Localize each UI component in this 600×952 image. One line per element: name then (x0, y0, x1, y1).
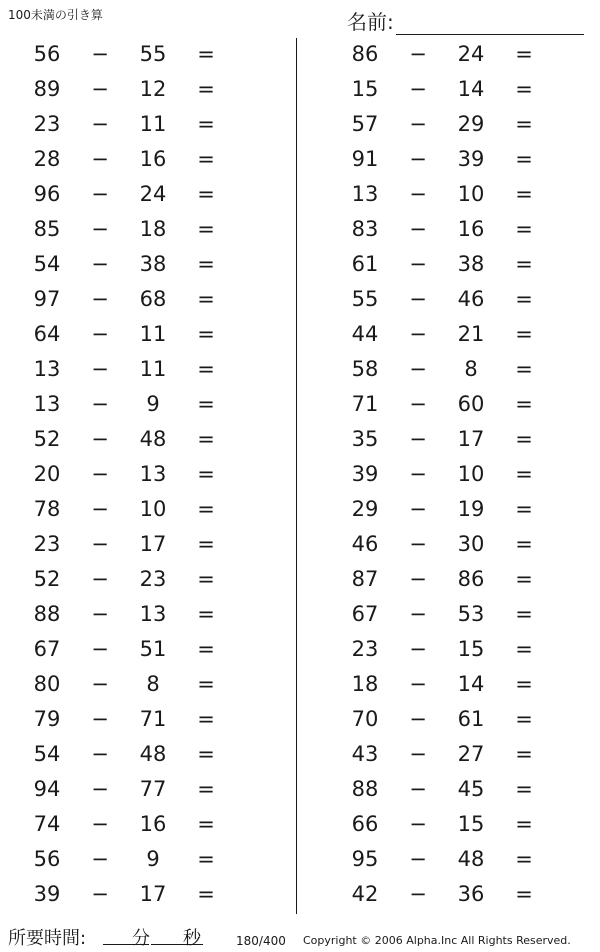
minuend: 87 (351, 567, 379, 591)
minuend: 52 (33, 427, 61, 451)
equals-sign: = (515, 182, 533, 206)
equals-sign: = (197, 497, 215, 521)
minuend: 13 (351, 182, 379, 206)
minuend: 18 (351, 672, 379, 696)
subtrahend: 15 (457, 812, 485, 836)
problem-row (0, 318, 280, 353)
minuend: 66 (351, 812, 379, 836)
problem-row (318, 563, 598, 598)
equals-sign: = (515, 42, 533, 66)
minuend: 80 (33, 672, 61, 696)
problem-row (0, 808, 280, 843)
problem-row (318, 423, 598, 458)
subtrahend: 13 (139, 602, 167, 626)
minuend: 35 (351, 427, 379, 451)
equals-sign: = (515, 707, 533, 731)
name-label: 名前: (347, 10, 394, 34)
problem-row (0, 283, 280, 318)
minuend: 39 (33, 882, 61, 906)
equals-sign: = (515, 777, 533, 801)
minus-sign: − (409, 42, 427, 66)
equals-sign: = (515, 672, 533, 696)
minuend: 74 (33, 812, 61, 836)
minus-sign: − (409, 672, 427, 696)
minuend: 91 (351, 147, 379, 171)
minus-sign: − (91, 532, 109, 556)
equals-sign: = (197, 777, 215, 801)
minuend: 54 (33, 252, 61, 276)
equals-sign: = (197, 847, 215, 871)
minus-sign: − (91, 497, 109, 521)
subtrahend: 48 (457, 847, 485, 871)
subtrahend: 24 (139, 182, 167, 206)
problem-row (318, 773, 598, 808)
minus-sign: − (91, 742, 109, 766)
minuend: 88 (351, 777, 379, 801)
problem-row (0, 108, 280, 143)
minus-sign: − (409, 427, 427, 451)
minuend: 58 (351, 357, 379, 381)
minus-sign: − (91, 812, 109, 836)
subtrahend: 61 (457, 707, 485, 731)
minuend: 85 (33, 217, 61, 241)
minus-sign: − (409, 182, 427, 206)
minus-sign: − (409, 462, 427, 486)
equals-sign: = (515, 112, 533, 136)
equals-sign: = (515, 217, 533, 241)
minus-sign: − (91, 357, 109, 381)
subtrahend: 10 (457, 182, 485, 206)
equals-sign: = (197, 672, 215, 696)
subtrahend: 14 (457, 672, 485, 696)
subtrahend: 23 (139, 567, 167, 591)
minuend: 88 (33, 602, 61, 626)
minuend: 79 (33, 707, 61, 731)
page-number: 180/400 (236, 934, 286, 948)
problem-row (0, 353, 280, 388)
minus-sign: − (409, 287, 427, 311)
subtrahend: 10 (457, 462, 485, 486)
problem-row (318, 598, 598, 633)
problem-row (318, 248, 598, 283)
problem-row (0, 843, 280, 878)
seconds-unit: 秒 (183, 928, 201, 949)
minus-sign: − (91, 602, 109, 626)
equals-sign: = (197, 112, 215, 136)
minus-sign: − (91, 847, 109, 871)
minus-sign: − (91, 182, 109, 206)
subtrahend: 39 (457, 147, 485, 171)
subtrahend: 36 (457, 882, 485, 906)
subtrahend: 71 (139, 707, 167, 731)
equals-sign: = (197, 182, 215, 206)
equals-sign: = (515, 392, 533, 416)
minus-sign: − (91, 707, 109, 731)
minuend: 46 (351, 532, 379, 556)
minuend: 95 (351, 847, 379, 871)
minus-sign: − (91, 322, 109, 346)
equals-sign: = (515, 77, 533, 101)
minus-sign: − (409, 497, 427, 521)
subtrahend: 16 (139, 147, 167, 171)
minuend: 70 (351, 707, 379, 731)
subtrahend: 8 (464, 357, 478, 381)
equals-sign: = (197, 742, 215, 766)
equals-sign: = (515, 497, 533, 521)
equals-sign: = (197, 882, 215, 906)
problem-row (318, 528, 598, 563)
minus-sign: − (91, 112, 109, 136)
problem-row (0, 423, 280, 458)
minuend: 56 (33, 847, 61, 871)
minuend: 54 (33, 742, 61, 766)
subtrahend: 38 (457, 252, 485, 276)
left-problem-column (0, 38, 280, 913)
subtrahend: 18 (139, 217, 167, 241)
subtrahend: 14 (457, 77, 485, 101)
minuend: 83 (351, 217, 379, 241)
minus-sign: − (409, 812, 427, 836)
subtrahend: 17 (139, 882, 167, 906)
minuend: 57 (351, 112, 379, 136)
name-area (347, 6, 584, 35)
problem-row (0, 493, 280, 528)
minus-sign: − (409, 777, 427, 801)
problem-row (318, 633, 598, 668)
subtrahend: 15 (457, 637, 485, 661)
minus-sign: − (409, 847, 427, 871)
subtrahend: 9 (146, 392, 160, 416)
subtrahend: 68 (139, 287, 167, 311)
subtrahend: 48 (139, 427, 167, 451)
minuend: 23 (351, 637, 379, 661)
problem-row (0, 738, 280, 773)
subtrahend: 46 (457, 287, 485, 311)
equals-sign: = (515, 322, 533, 346)
subtrahend: 12 (139, 77, 167, 101)
problem-row (0, 668, 280, 703)
minus-sign: − (409, 707, 427, 731)
subtrahend: 38 (139, 252, 167, 276)
minus-sign: − (409, 742, 427, 766)
problem-row (0, 38, 280, 73)
minuend: 28 (33, 147, 61, 171)
equals-sign: = (197, 322, 215, 346)
equals-sign: = (515, 287, 533, 311)
minuend: 29 (351, 497, 379, 521)
problem-row (0, 633, 280, 668)
subtrahend: 86 (457, 567, 485, 591)
subtrahend: 17 (139, 532, 167, 556)
problem-row (318, 703, 598, 738)
minus-sign: − (91, 427, 109, 451)
subtrahend: 13 (139, 462, 167, 486)
time-label: 所要時間: (8, 928, 87, 949)
minus-sign: − (409, 322, 427, 346)
equals-sign: = (197, 532, 215, 556)
problem-row (318, 38, 598, 73)
subtrahend: 29 (457, 112, 485, 136)
equals-sign: = (515, 847, 533, 871)
equals-sign: = (197, 357, 215, 381)
problem-row (0, 878, 280, 913)
subtrahend: 17 (457, 427, 485, 451)
subtrahend: 8 (146, 672, 160, 696)
right-problem-column (318, 38, 598, 913)
minus-sign: − (91, 672, 109, 696)
equals-sign: = (515, 427, 533, 451)
subtrahend: 77 (139, 777, 167, 801)
equals-sign: = (197, 392, 215, 416)
minus-sign: − (91, 882, 109, 906)
problem-row (318, 388, 598, 423)
problem-row (0, 388, 280, 423)
equals-sign: = (515, 357, 533, 381)
minus-sign: − (91, 77, 109, 101)
minus-sign: − (91, 147, 109, 171)
minus-sign: − (409, 77, 427, 101)
problem-row (318, 213, 598, 248)
minus-sign: − (409, 532, 427, 556)
minus-sign: − (91, 217, 109, 241)
minus-sign: − (409, 147, 427, 171)
problem-row (318, 73, 598, 108)
subtrahend: 53 (457, 602, 485, 626)
problem-row (318, 283, 598, 318)
subtrahend: 45 (457, 777, 485, 801)
equals-sign: = (515, 812, 533, 836)
minuend: 64 (33, 322, 61, 346)
minuend: 96 (33, 182, 61, 206)
subtrahend: 16 (457, 217, 485, 241)
problem-row (0, 143, 280, 178)
minus-sign: − (91, 42, 109, 66)
equals-sign: = (197, 287, 215, 311)
minus-sign: − (91, 637, 109, 661)
minus-sign: − (409, 357, 427, 381)
minuend: 67 (33, 637, 61, 661)
problem-row (0, 248, 280, 283)
problem-row (0, 213, 280, 248)
minus-sign: − (409, 392, 427, 416)
equals-sign: = (515, 882, 533, 906)
problem-row (0, 178, 280, 213)
minuend: 52 (33, 567, 61, 591)
equals-sign: = (515, 567, 533, 591)
equals-sign: = (515, 147, 533, 171)
minuend: 61 (351, 252, 379, 276)
problem-row (318, 668, 598, 703)
minuend: 13 (33, 392, 61, 416)
minus-sign: − (91, 287, 109, 311)
subtrahend: 10 (139, 497, 167, 521)
minus-sign: − (91, 252, 109, 276)
minuend: 39 (351, 462, 379, 486)
problem-row (318, 353, 598, 388)
equals-sign: = (515, 462, 533, 486)
equals-sign: = (515, 637, 533, 661)
minuend: 86 (351, 42, 379, 66)
minuend: 94 (33, 777, 61, 801)
minus-sign: − (91, 777, 109, 801)
footer (0, 922, 600, 952)
problem-row (318, 493, 598, 528)
minuend: 78 (33, 497, 61, 521)
equals-sign: = (515, 532, 533, 556)
equals-sign: = (197, 427, 215, 451)
equals-sign: = (197, 567, 215, 591)
equals-sign: = (515, 742, 533, 766)
minuend: 42 (351, 882, 379, 906)
subtrahend: 24 (457, 42, 485, 66)
minuend: 23 (33, 112, 61, 136)
problem-row (318, 843, 598, 878)
column-divider (296, 38, 297, 914)
problem-row (0, 528, 280, 563)
subtrahend: 11 (139, 322, 167, 346)
problem-row (0, 73, 280, 108)
problem-row (0, 773, 280, 808)
problem-row (318, 878, 598, 913)
subtrahend: 11 (139, 112, 167, 136)
minuend: 67 (351, 602, 379, 626)
minuend: 56 (33, 42, 61, 66)
problem-row (0, 598, 280, 633)
subtrahend: 51 (139, 637, 167, 661)
minuend: 89 (33, 77, 61, 101)
minuend: 55 (351, 287, 379, 311)
equals-sign: = (197, 147, 215, 171)
minuend: 15 (351, 77, 379, 101)
minus-sign: − (409, 567, 427, 591)
subtrahend: 11 (139, 357, 167, 381)
minus-sign: − (91, 392, 109, 416)
worksheet-title: 100未満の引き算 (8, 8, 103, 22)
problem-row (0, 563, 280, 598)
equals-sign: = (197, 252, 215, 276)
problem-row (318, 143, 598, 178)
problem-row (0, 458, 280, 493)
minuend: 71 (351, 392, 379, 416)
subtrahend: 19 (457, 497, 485, 521)
minus-sign: − (409, 882, 427, 906)
equals-sign: = (197, 77, 215, 101)
equals-sign: = (197, 42, 215, 66)
minuend: 23 (33, 532, 61, 556)
subtrahend: 60 (457, 392, 485, 416)
problem-row (318, 738, 598, 773)
problem-row (318, 178, 598, 213)
minus-sign: − (409, 252, 427, 276)
problem-row (318, 808, 598, 843)
equals-sign: = (197, 217, 215, 241)
equals-sign: = (197, 462, 215, 486)
problem-row (0, 703, 280, 738)
problem-row (318, 318, 598, 353)
minus-sign: − (91, 567, 109, 591)
subtrahend: 21 (457, 322, 485, 346)
minus-sign: − (409, 112, 427, 136)
subtrahend: 48 (139, 742, 167, 766)
minus-sign: − (91, 462, 109, 486)
equals-sign: = (197, 602, 215, 626)
minus-sign: − (409, 637, 427, 661)
subtrahend: 55 (139, 42, 167, 66)
minuend: 97 (33, 287, 61, 311)
equals-sign: = (197, 812, 215, 836)
subtrahend: 27 (457, 742, 485, 766)
minutes-unit: 分 (132, 928, 150, 949)
equals-sign: = (515, 602, 533, 626)
minus-sign: − (409, 217, 427, 241)
minuend: 20 (33, 462, 61, 486)
minus-sign: − (409, 602, 427, 626)
equals-sign: = (515, 252, 533, 276)
problem-row (318, 458, 598, 493)
subtrahend: 9 (146, 847, 160, 871)
copyright-text: Copyright © 2006 Alpha.Inc All Rights Reserved. (303, 934, 571, 947)
subtrahend: 16 (139, 812, 167, 836)
minuend: 44 (351, 322, 379, 346)
minuend: 13 (33, 357, 61, 381)
minuend: 43 (351, 742, 379, 766)
equals-sign: = (197, 707, 215, 731)
subtrahend: 30 (457, 532, 485, 556)
problem-row (318, 108, 598, 143)
name-field[interactable] (396, 16, 584, 35)
equals-sign: = (197, 637, 215, 661)
